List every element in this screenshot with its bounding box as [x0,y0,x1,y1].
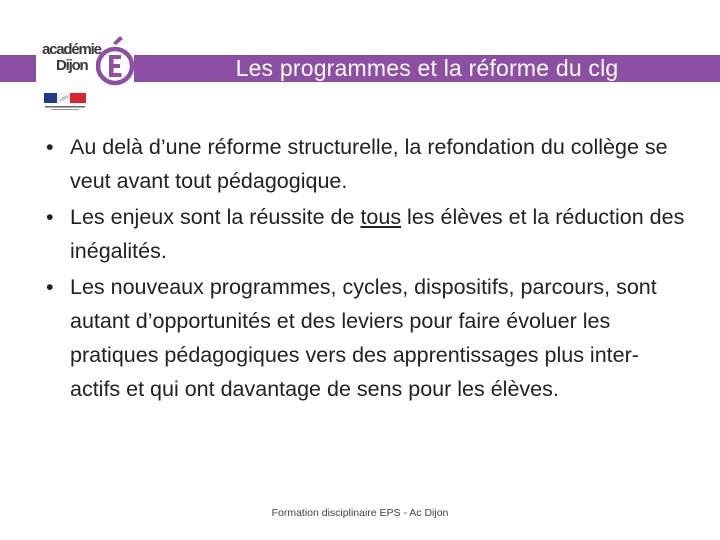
bullet-text: Au delà d’une réforme structurelle, la refondation du collège se veut avant tout pédagogique. [70,135,668,193]
republique-francaise-flag-icon [42,92,88,112]
slide-footer: Formation disciplinaire EPS - Ac Dijon [271,507,449,519]
bullet-item-2 [48,200,688,268]
bullet-text-emphasis: tous [360,205,402,229]
slide-title: Les programmes et la réforme du clg [235,55,619,81]
bullet-text: Les nouveaux programmes, cycles, dispositifs, parcours, sont autant d’opportunités et des leviers pour faire évoluer les pratiques pédagogiques vers des apprentissages plus inter-actifs et qui ont davantage de sens pour les élèves. [70,275,657,401]
bullet-item-1 [48,130,688,198]
bullet-dot [46,200,60,234]
title-bar-left-segment [0,55,36,82]
bullet-item-3 [48,270,688,406]
bullet-text-before: Les enjeux sont la réussite de [70,205,361,229]
logo-line-academie: académie [42,41,101,58]
logo-line-dijon: Dijon [56,57,88,74]
logo-e-circle-icon [96,34,134,86]
logo-wordmark [42,42,102,74]
bullet-dot [46,270,60,304]
bullet-text-after: les élèves et la réduction des inégalités. [70,205,685,263]
academie-dijon-logo [36,20,134,94]
bullet-dot [46,130,60,164]
bullet-list [48,130,688,406]
